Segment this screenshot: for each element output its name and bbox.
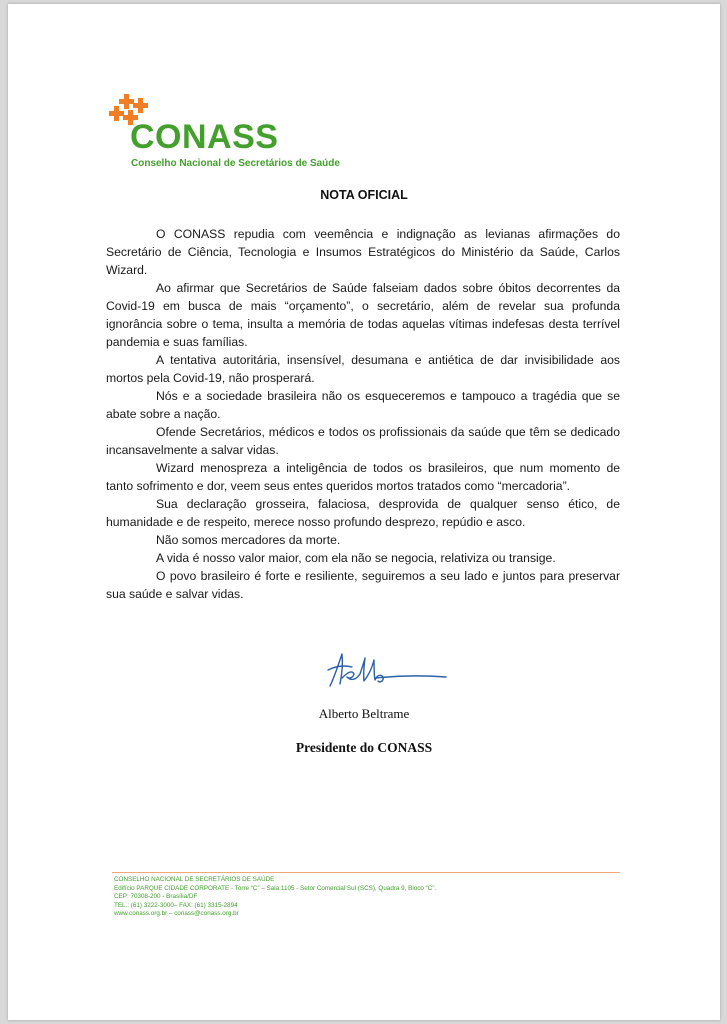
- footer-address: Edifício PARQUE CIDADE CORPORATE - Torre “C” – Sala 1105 - Setor Comercial Sul (SCS), Quadra 9, Bloco “C”.: [114, 884, 437, 892]
- paragraph: O CONASS repudia com veemência e indignação as levianas afirmações do Secretário de Ciência, Tecnologia e Insumos Estratégicos do Ministério da Saúde, Carlos Wizard.: [106, 227, 620, 277]
- paragraph: Ofende Secretários, médicos e todos os profissionais da saúde que têm se dedicado incansavelmente a salvar vidas.: [106, 425, 620, 457]
- logo-subtitle: Conselho Nacional de Secretários de Saúde: [131, 158, 340, 169]
- footer-cep: CEP: 70308-200 - Brasília/DF: [114, 893, 198, 900]
- footer-divider: [112, 872, 620, 873]
- paragraph: Wizard menospreza a inteligência de todos os brasileiros, que num momento de tanto sofrimento e dor, veem seus entes queridos mortos tratados como “mercadoria”.: [106, 461, 620, 493]
- document-title: NOTA OFICIAL: [320, 188, 408, 202]
- paragraph: Sua declaração grosseira, falaciosa, desprovida de qualquer senso ético, de humanidade e de respeito, merece nosso profundo desprezo, repúdio e asco.: [106, 497, 620, 529]
- paragraph: O povo brasileiro é forte e resiliente, seguiremos a seu lado e juntos para preservar sua saúde e salvar vidas.: [106, 569, 620, 601]
- signer-role: Presidente do CONASS: [295, 740, 433, 755]
- paragraph: Nós e a sociedade brasileira não os esqueceremos e tampouco a tragédia que se abate sobre a nação.: [106, 389, 620, 421]
- footer-org: CONSELHO NACIONAL DE SECRETÁRIOS DE SAÚDE: [114, 876, 275, 883]
- footer-phone: TEL.: (61) 3222-3000– FAX: (61) 3315-2894: [114, 901, 238, 909]
- paragraph: A vida é nosso valor maior, com ela não se negocia, relativiza ou transige.: [156, 551, 556, 565]
- logo-name: CONASS: [130, 118, 279, 156]
- handwritten-signature: [320, 648, 450, 692]
- paragraph: A tentativa autoritária, insensível, desumana e antiética de dar invisibilidade aos mortos pela Covid-19, não prosperará.: [106, 353, 620, 385]
- paragraph: Não somos mercadores da morte.: [156, 533, 341, 547]
- footer-web: www.conass.org.br – conass@conass.org.br: [114, 910, 239, 917]
- footer: [114, 876, 436, 919]
- document-page: [8, 4, 720, 1020]
- document-body: [106, 225, 620, 603]
- paragraph: Ao afirmar que Secretários de Saúde falseiam dados sobre óbitos decorrentes da Covid-19 em busca de mais “orçamento”, o secretário, além de revelar sua profunda ignorância sobre o tema, insulta a memória de todas aquelas vítimas indefesas desta terrível pandemia e suas famílias.: [106, 281, 620, 349]
- signer-name: Alberto Beltrame: [318, 706, 410, 721]
- conass-logo: [108, 92, 368, 172]
